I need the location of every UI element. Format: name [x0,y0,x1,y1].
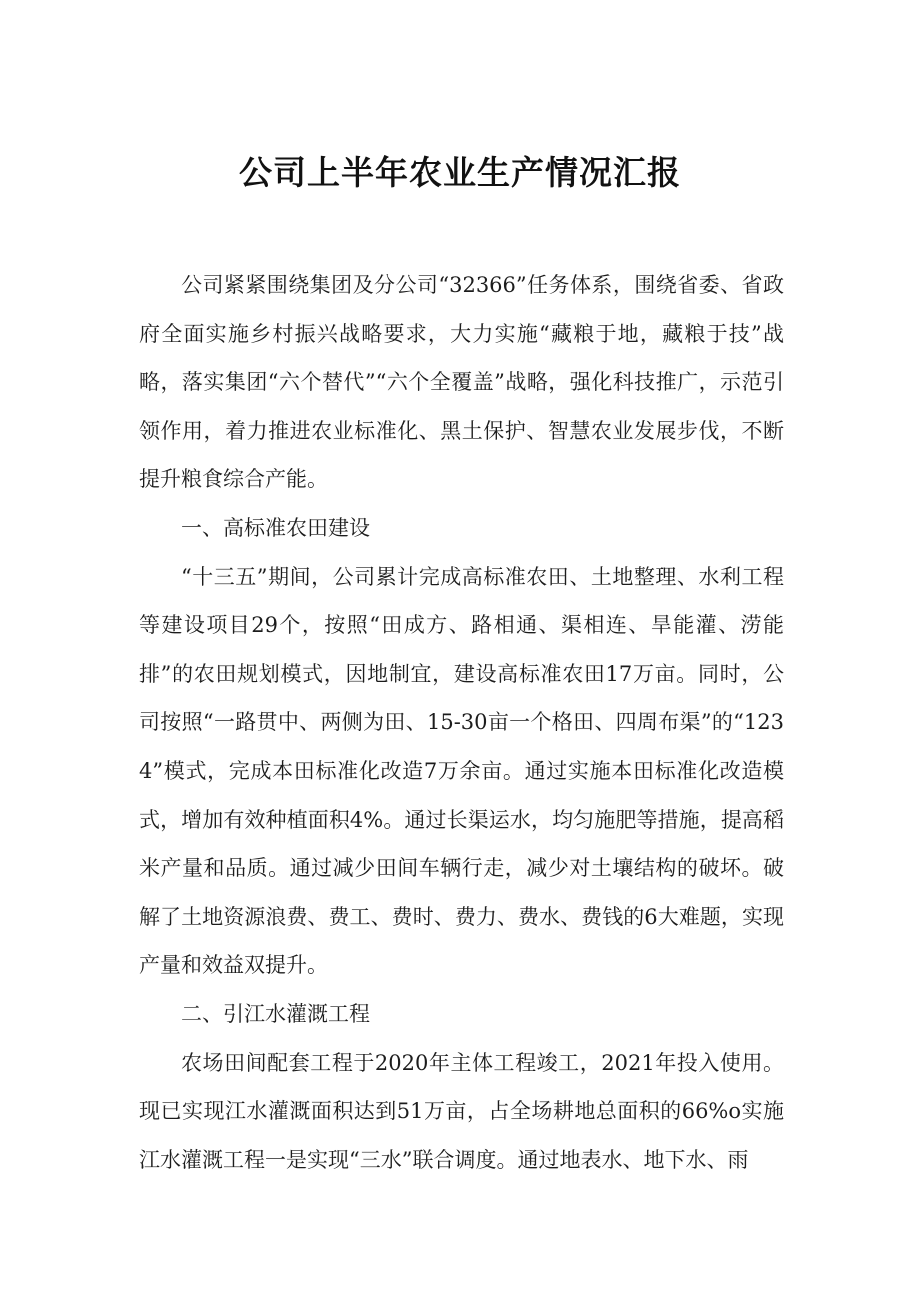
document-title: 公司上半年农业生产情况汇报 [239,153,681,192]
intro-paragraph: 公司紧紧围绕集团及分公司“32366”任务体系，围绕省委、省政府全面实施乡村振兴战略要求，大力实施“藏粮于地，藏粮于技”战略，落实集团“六个替代”“六个全覆盖”战略，强化科技推广，示范引领作用，着力推进农业标准化、黑土保护、智慧农业发展步伐，不断提升粮食综合产能。 [139,273,784,492]
section-heading-irrigation: 二、引江水灌溉工程 [181,1001,370,1026]
document-body [139,261,784,1184]
farmland-paragraph: “十三五”期间，公司累计完成高标准农田、土地整理、水利工程等建设项目29个，按照“田成方、路相通、渠相连、旱能灌、涝能排”的农田规划模式，因地制宜，建设高标准农田17万亩。同时，公司按照“一路贯中、两侧为田、15-30亩一个格田、四周布渠”的“1234”模式，完成本田标准化改造7万余亩。通过实施本田标准化改造模式，增加有效种植面积4%。通过长渠运水，均匀施肥等措施，提高稻米产量和品质。通过减少田间车辆行走，减少对土壤结构的破坏。破解了土地资源浪费、费工、费时、费力、费水、费钱的6大难题，实现产量和效益双提升。 [139,564,784,978]
irrigation-paragraph: 农场田间配套工程于2020年主体工程竣工，2021年投入使用。现已实现江水灌溉面积达到51万亩，占全场耕地总面积的66%o实施江水灌溉工程一是实现“三水”联合调度。通过地表水、地下水、雨 [139,1050,784,1172]
section-heading-farmland: 一、高标准农田建设 [181,515,370,540]
